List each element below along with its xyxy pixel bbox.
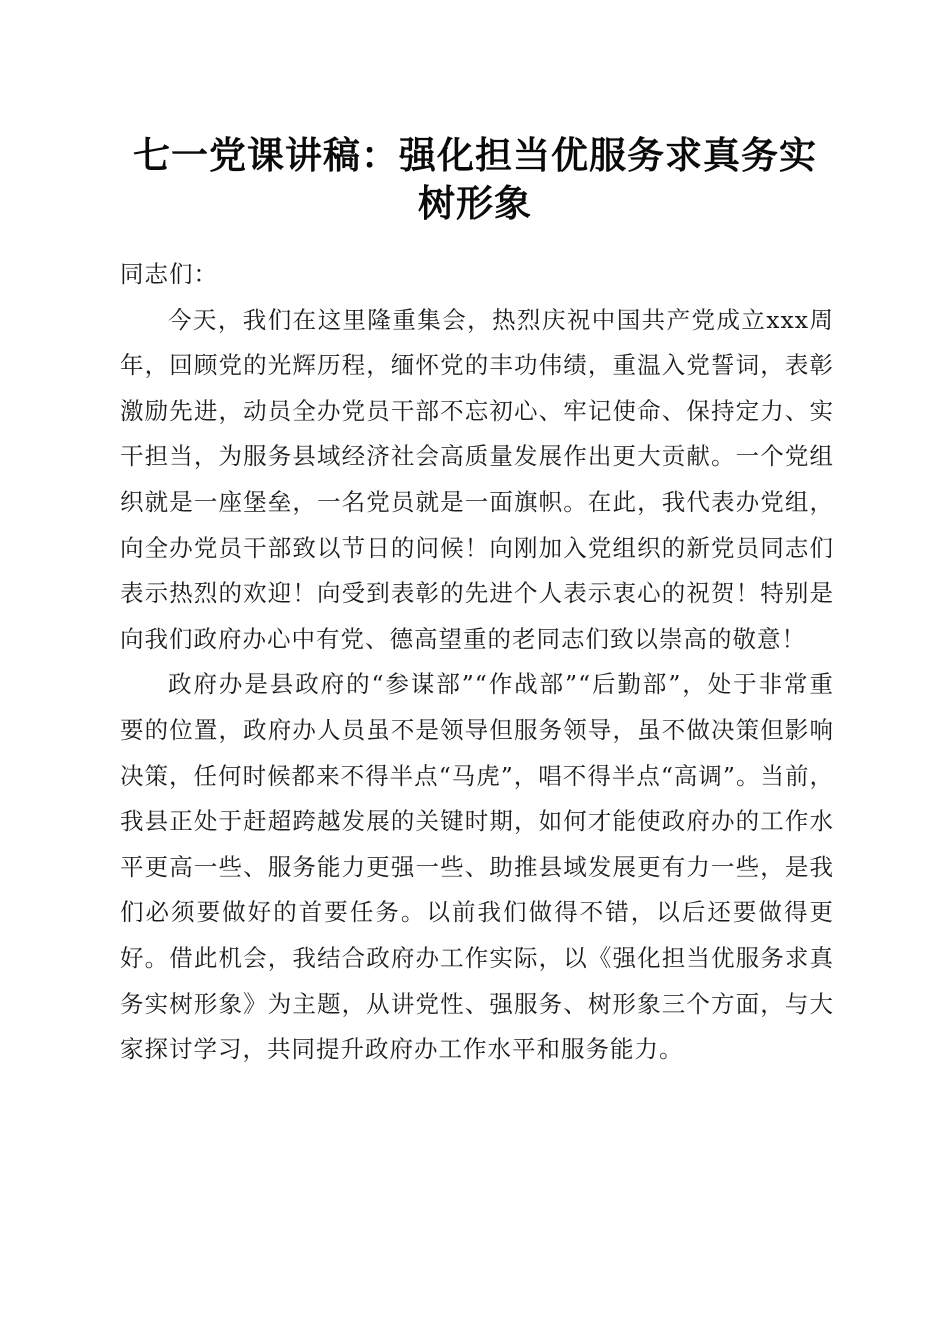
document-body: [120, 252, 834, 1073]
document-title: 七一党课讲稿：强化担当优服务求真务实树形象: [133, 133, 817, 225]
paragraph-2: 政府办是县政府的“参谋部”“作战部”“后勤部”，处于非常重要的位置，政府办人员虽不是领导但服务领导，虽不做决策但影响决策，任何时候都来不得半点“马虎”，唱不得半点“高调”。当前，我县正处于赶超跨越发展的关键时期，如何才能使政府办的工作水平更高一些、服务能力更强一些、助推县域发展更有力一些，是我们必须要做好的首要任务。以前我们做得不错，以后还要做得更好。借此机会，我结合政府办工作实际，以《强化担当优服务求真务实树形象》为主题，从讲党性、强服务、树形象三个方面，与大家探讨学习，共同提升政府办工作水平和服务能力。: [120, 670, 834, 1064]
paragraph-1: 今天，我们在这里隆重集会，热烈庆祝中国共产党成立xxx周年，回顾党的光辉历程，缅怀党的丰功伟绩，重温入党誓词，表彰激励先进，动员全办党员干部不忘初心、牢记使命、保持定力、实干担当，为服务县域经济社会高质量发展作出更大贡献。一个党组织就是一座堡垒，一名党员就是一面旗帜。在此，我代表办党组，向全办党员干部致以节日的问候！向刚加入党组织的新党员同志们表示热烈的欢迎！向受到表彰的先进个人表示衷心的祝贺！特别是向我们政府办心中有党、德高望重的老同志们致以崇高的敬意！: [120, 305, 834, 653]
salutation: 同志们：: [120, 260, 218, 288]
